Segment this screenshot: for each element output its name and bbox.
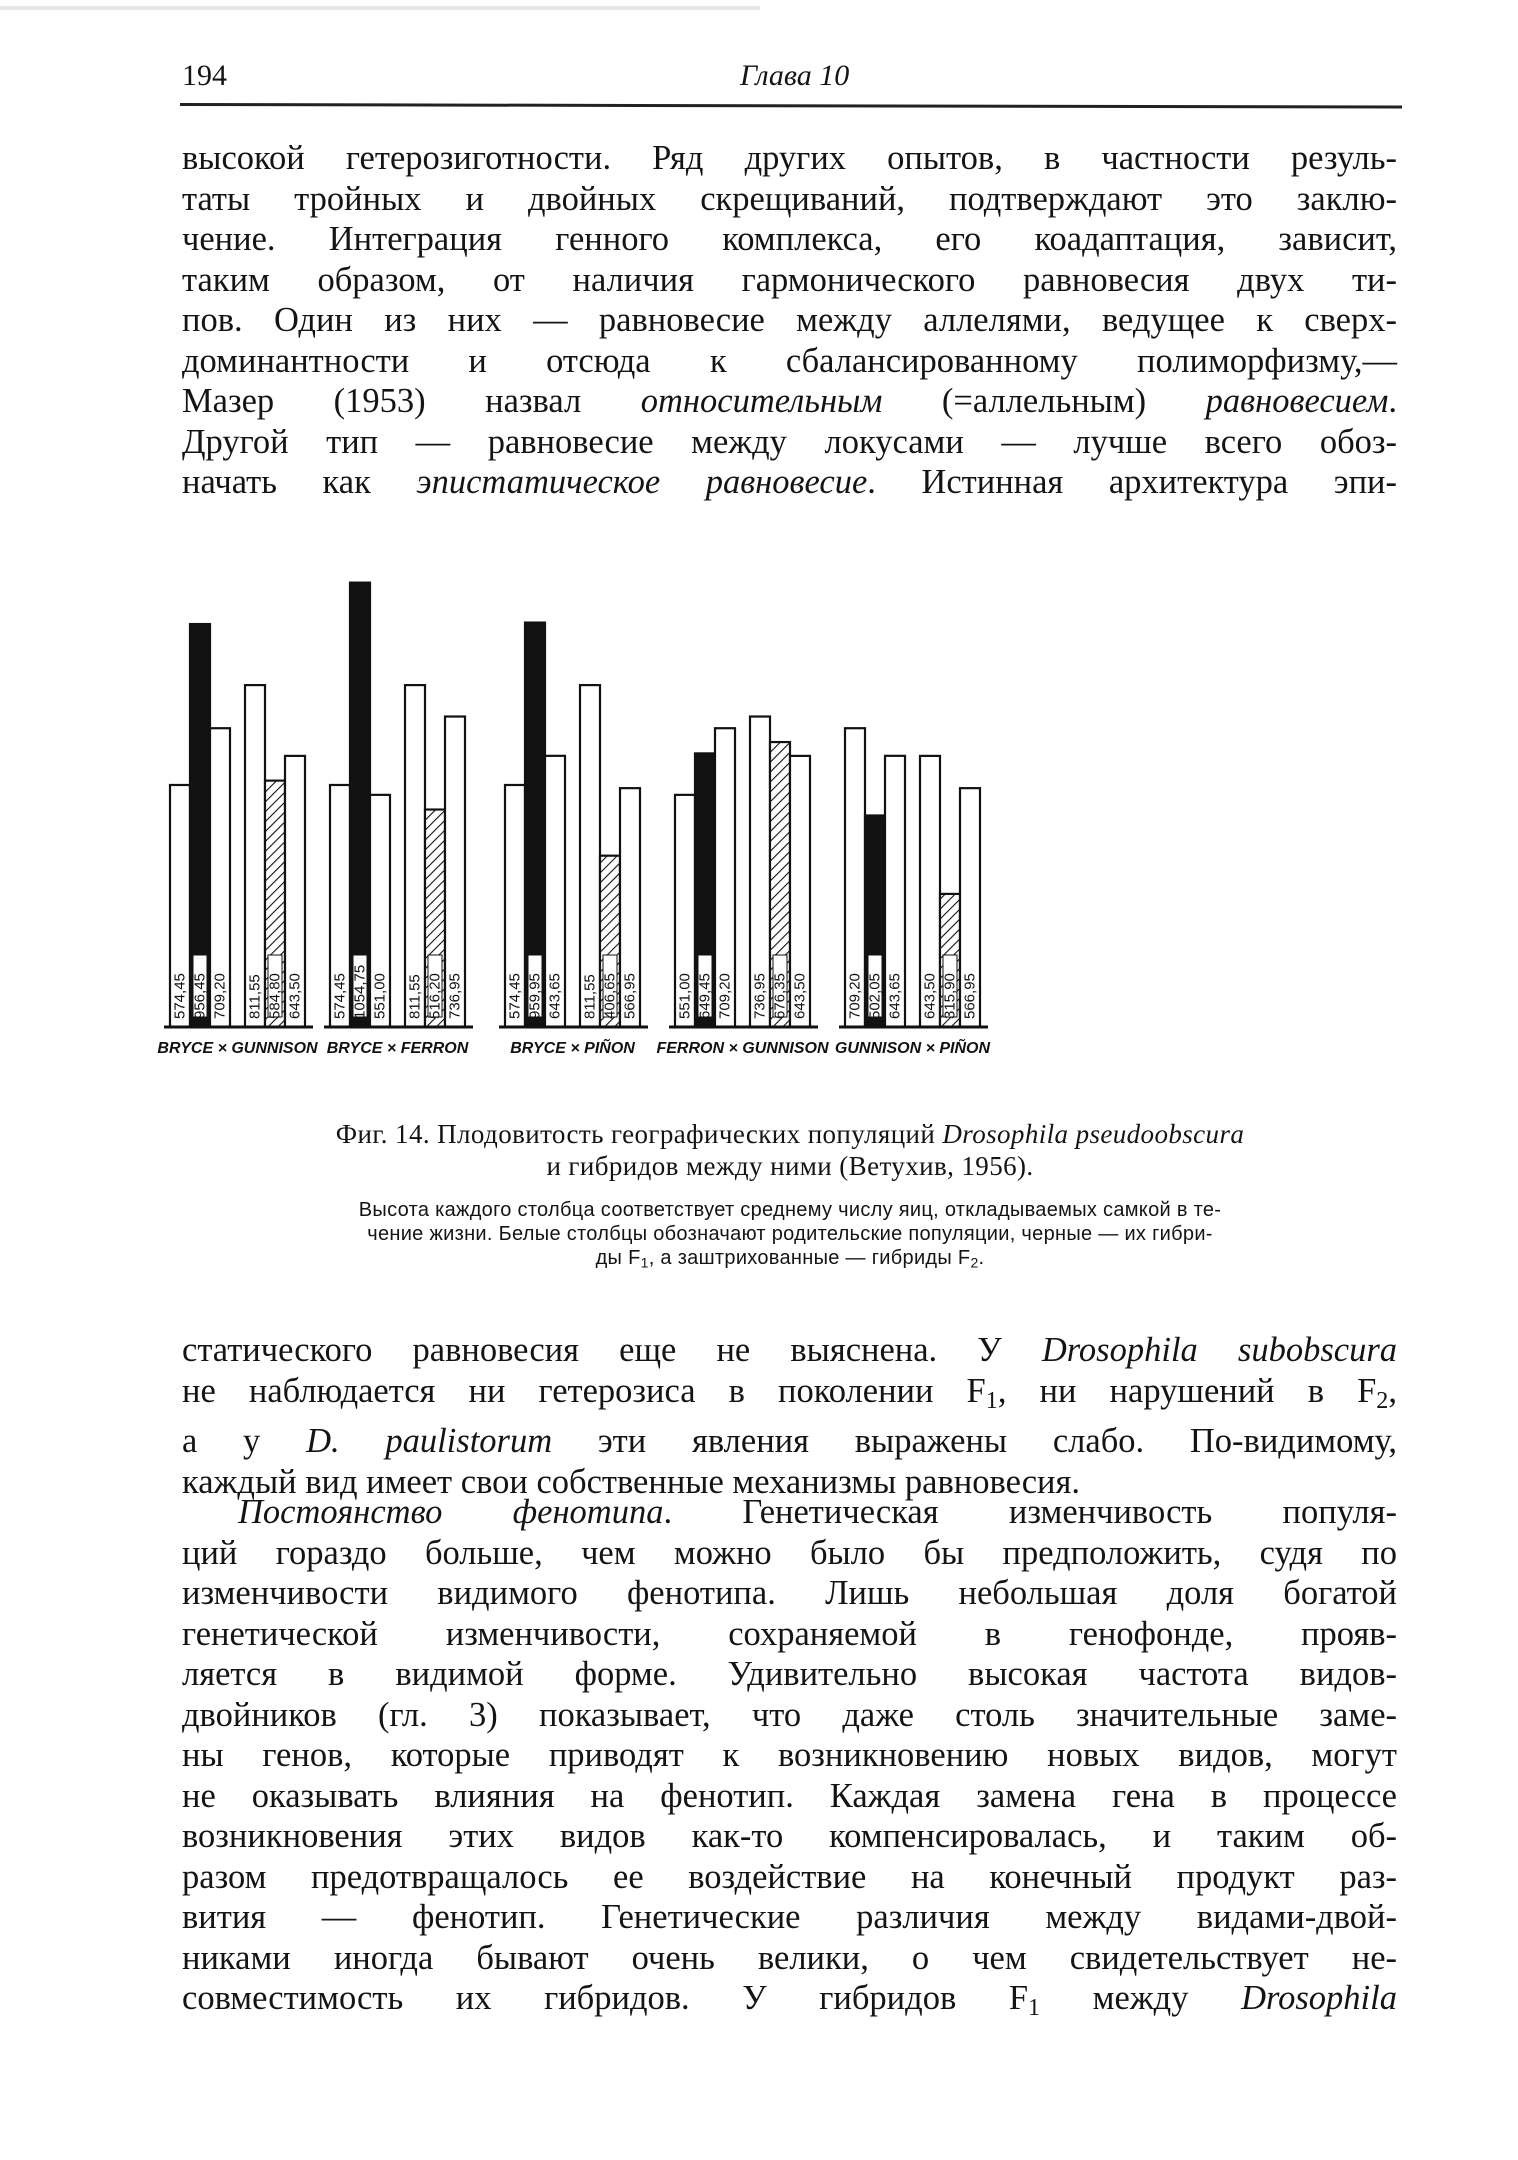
value-label: 959,95 — [526, 973, 544, 1019]
text-run: не наблюдается ни гетерозиса в поколении F — [182, 1371, 986, 1410]
italic-term: относительным — [640, 382, 883, 420]
value-label: 676,35 — [771, 973, 789, 1019]
italic-term: Постоянство фенотипа — [238, 1493, 664, 1531]
subscript: 1 — [985, 1386, 998, 1414]
fecundity-bar-chart — [150, 560, 1390, 1090]
value-label: 551,00 — [676, 973, 694, 1019]
caption-line-1 — [180, 1118, 1400, 1150]
value-label: 811,55 — [406, 974, 424, 1019]
note-line: чение жизни. Белые столбцы обозначают родительские популяции, черные — их гибри- — [367, 1223, 1213, 1245]
text-run: между — [1040, 1979, 1242, 2017]
page-number: 194 — [182, 59, 227, 92]
text-line: доминантности и отсюда к сбалансированному полиморфизму,— — [182, 341, 1397, 380]
text-line: вития — фенотип. Генетические различия между видами-двой- — [182, 1898, 1397, 1936]
value-label: 736,95 — [446, 973, 464, 1019]
value-label: 643,50 — [791, 973, 809, 1019]
text-line: таким образом, от наличия гармонического равновесия двух ти- — [182, 260, 1397, 299]
group-label: FERRON × GUNNISON — [656, 1040, 829, 1057]
text-run: Мазер (1953) назвал — [182, 382, 641, 420]
value-label: 811,55 — [581, 974, 599, 1019]
text-line: высокой гетерозиготности. Ряд других опытов, в частности резуль- — [182, 139, 1397, 177]
value-label: 811,55 — [246, 974, 264, 1019]
text-line: возникновения этих видов как-то компенсировалась, и таким об- — [182, 1817, 1397, 1855]
group-label: BRYCE × PIÑON — [510, 1040, 635, 1057]
value-label: 574,45 — [171, 973, 189, 1019]
text-run: , ни нарушений в F — [997, 1371, 1377, 1410]
text-line: ляется в видимой форме. Удивительно высокая частота видов- — [182, 1655, 1397, 1693]
text-run: . Истинная архитектура эпи- — [867, 463, 1398, 501]
text-run: а у — [182, 1422, 307, 1461]
text-run: ды F — [595, 1247, 641, 1269]
text-line — [182, 1978, 1397, 2029]
text-line: разом предотвращалось ее воздействие на конечный продукт раз- — [182, 1857, 1397, 1896]
running-title: Глава 10 — [740, 59, 850, 92]
group-label: GUNNISON × PIÑON — [834, 1040, 991, 1057]
caption-text: Плодовитость географических популяций — [437, 1119, 936, 1149]
figure-note — [180, 1198, 1400, 1275]
text-line: ны генов, которые приводят к возникновению новых видов, могут — [182, 1736, 1397, 1774]
subscript: 1 — [640, 1254, 649, 1271]
text-line — [182, 462, 1397, 503]
text-run: начать как — [182, 463, 417, 501]
value-label: 551,00 — [371, 973, 389, 1019]
chart-bars — [170, 583, 980, 1027]
value-label: 736,95 — [751, 973, 769, 1019]
value-label: 516,20 — [426, 973, 444, 1019]
scan-top-edge — [0, 6, 760, 10]
italic-term: эпистатическое равновесие — [416, 463, 868, 501]
value-label: 649,45 — [696, 973, 714, 1019]
text-run: статического равновесия еще не выяснена. У — [182, 1331, 1042, 1369]
italic-term: Drosophila subobscura — [1041, 1331, 1398, 1369]
text-run: , — [1388, 1371, 1397, 1410]
group-label: BRYCE × GUNNISON — [157, 1040, 318, 1057]
value-label: 709,20 — [846, 973, 864, 1019]
text-run: . Генетическая изменчивость популя- — [663, 1493, 1397, 1531]
text-line — [182, 1330, 1397, 1371]
caption-line-2: и гибридов между ними (Ветухив, 1956). — [546, 1151, 1034, 1181]
text-run: эти явления выражены слабо. По-видимому, — [552, 1422, 1397, 1461]
text-line: пов. Один из них — равновесие между аллелями, ведущее к сверх- — [182, 301, 1397, 339]
italic-term: Drosophila — [1241, 1979, 1397, 2017]
value-label: 1054,75 — [351, 964, 369, 1019]
subscript: 1 — [1028, 1994, 1041, 2022]
text-line: таты тройных и двойных скрещиваний, подтверждают это заклю- — [182, 179, 1397, 218]
text-run: . — [978, 1247, 985, 1269]
value-label: 643,65 — [546, 973, 564, 1019]
value-label: 315,90 — [941, 973, 959, 1019]
value-label: 566,95 — [961, 973, 979, 1019]
text-line: никами иногда бывают очень велики, о чем свидетельствует не- — [182, 1938, 1397, 1977]
text-line — [182, 1492, 1397, 1533]
value-label: 406,65 — [601, 973, 619, 1019]
text-line: изменчивости видимого фенотипа. Лишь небольшая доля богатой — [182, 1574, 1397, 1612]
value-label: 584,80 — [266, 973, 284, 1019]
value-label: 502,05 — [866, 973, 884, 1019]
text-run: . — [1388, 382, 1397, 420]
value-label: 956,45 — [191, 973, 209, 1019]
value-label: 643,50 — [921, 973, 939, 1019]
figure-number: Фиг. 14. — [335, 1119, 430, 1149]
subscript: 2 — [1376, 1386, 1389, 1414]
subscript: 2 — [970, 1254, 979, 1271]
paragraph-2 — [182, 1330, 1397, 1502]
text-line: чение. Интеграция генного комплекса, его коадаптация, зависит, — [182, 220, 1397, 258]
text-line: ций гораздо больше, чем можно было бы предположить, судя по — [182, 1533, 1397, 1572]
caption-species: Drosophila pseudoobscura — [942, 1119, 1245, 1149]
italic-term: D. paulistorum — [306, 1422, 553, 1461]
text-line — [182, 1371, 1397, 1422]
text-line: генетической изменчивости, сохраняемой в генофонде, прояв- — [182, 1614, 1397, 1653]
italic-term: равновесием — [1205, 382, 1389, 420]
text-line: Другой тип — равновесие между локусами — лучше всего обоз- — [182, 422, 1397, 461]
page-header — [180, 55, 1400, 105]
text-line: не оказывать влияния на фенотип. Каждая замена гена в процессе — [182, 1776, 1397, 1815]
paragraph-1 — [182, 138, 1397, 503]
text-run: (=аллельным) — [882, 382, 1206, 420]
chart-group-labels — [157, 1037, 990, 1057]
value-label: 709,20 — [211, 973, 229, 1019]
text-run: , а заштрихованные — гибриды F — [648, 1247, 971, 1269]
paragraph-3 — [182, 1492, 1397, 2029]
value-label: 643,50 — [286, 973, 304, 1019]
value-label: 566,95 — [621, 973, 639, 1019]
value-label: 574,45 — [506, 973, 524, 1019]
text-run: совместимость их гибридов. У гибридов F — [182, 1979, 1029, 2017]
note-line — [180, 1246, 1400, 1275]
value-label: 574,45 — [331, 973, 349, 1019]
header-rule — [180, 103, 1402, 109]
figure-caption — [180, 1118, 1400, 1182]
text-line: каждый вид имеет свои собственные механизмы равновесия. — [182, 1462, 1081, 1501]
group-label: BRYCE × FERRON — [326, 1040, 469, 1057]
value-label: 709,20 — [716, 973, 734, 1019]
note-line: Высота каждого столбца соответствует среднему числу яиц, откладываемых самкой в те- — [358, 1199, 1222, 1221]
value-label: 643,65 — [886, 973, 904, 1019]
text-line — [182, 1421, 1397, 1462]
text-line: двойников (гл. 3) показывает, что даже столь значительные заме- — [182, 1695, 1397, 1734]
text-line — [182, 381, 1397, 422]
